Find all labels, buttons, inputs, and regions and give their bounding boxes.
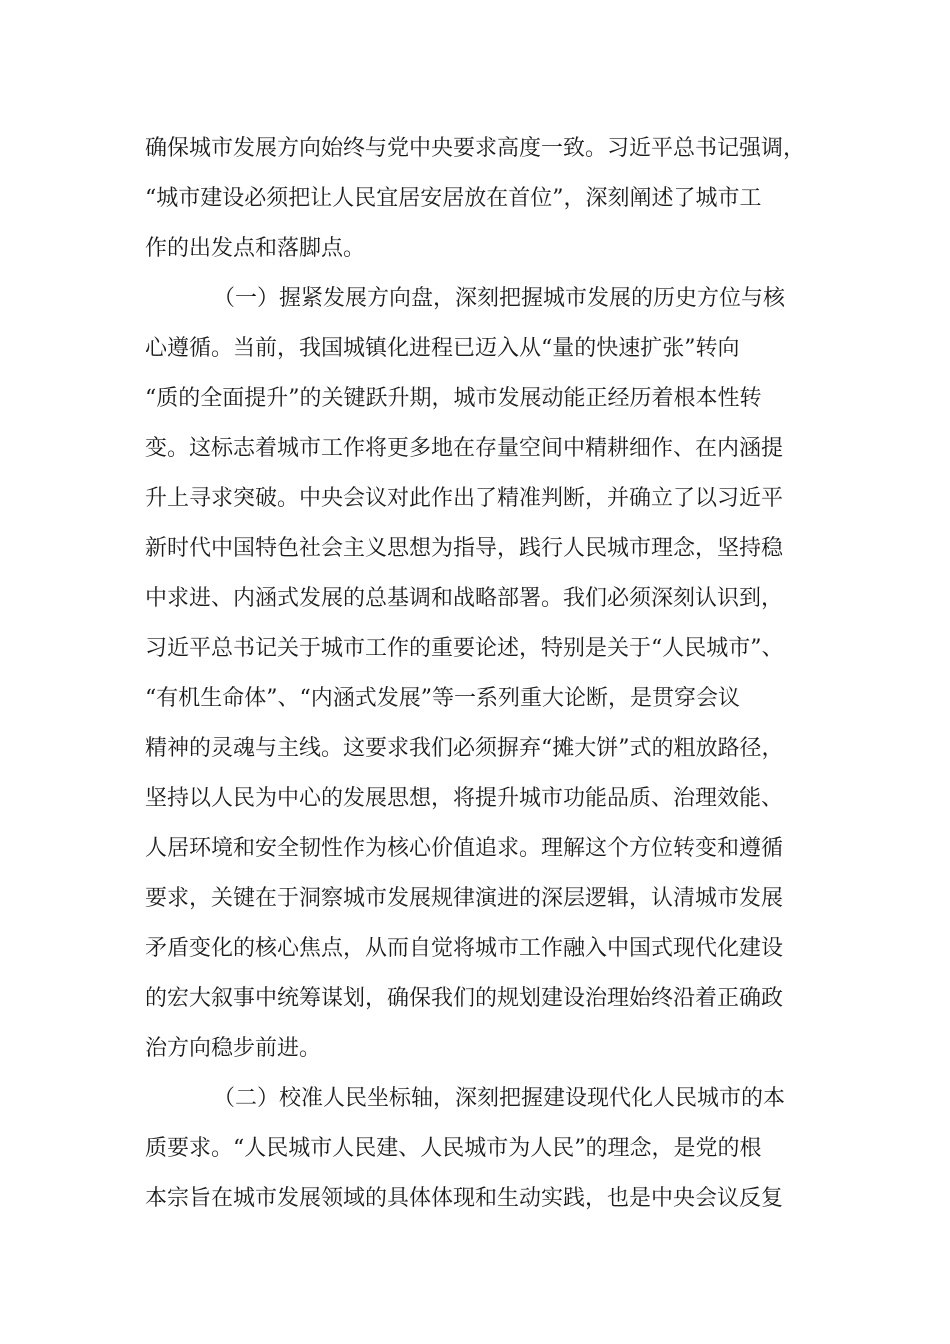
text-line: 的宏大叙事中统筹谋划，确保我们的规划建设治理始终沿着正确政 [145, 986, 784, 1011]
text-line: 作的出发点和落脚点。 [145, 236, 366, 261]
text-line: 质要求。“人民城市人民建、人民城市为人民”的理念，是党的根 [145, 1136, 762, 1161]
text-line: “有机生命体”、“内涵式发展”等一系列重大论断，是贯穿会议 [145, 686, 740, 711]
text-line: 升上寻求突破。中央会议对此作出了精准判断，并确立了以习近平 [145, 486, 784, 511]
section-heading-1: （一）握紧发展方向盘，深刻把握城市发展的历史方位与核 [213, 286, 786, 311]
text-line: 坚持以人民为中心的发展思想，将提升城市功能品质、治理效能、 [145, 786, 784, 811]
text-line: 变。这标志着城市工作将更多地在存量空间中精耕细作、在内涵提 [145, 436, 784, 461]
text-line: 要求，关键在于洞察城市发展规律演进的深层逻辑，认清城市发展 [145, 886, 784, 911]
section-heading-2: （二）校准人民坐标轴，深刻把握建设现代化人民城市的本 [213, 1086, 786, 1111]
text-line: 心遵循。当前，我国城镇化进程已迈入从“量的快速扩张”转向 [145, 336, 740, 361]
text-line: 治方向稳步前进。 [145, 1036, 322, 1061]
body-text [145, 124, 835, 1224]
text-line: 人居环境和安全韧性作为核心价值追求。理解这个方位转变和遵循 [145, 836, 784, 861]
text-line: 精神的灵魂与主线。这要求我们必须摒弃“摊大饼”式的粗放路径， [145, 736, 784, 761]
text-line: 本宗旨在城市发展领域的具体体现和生动实践，也是中央会议反复 [145, 1186, 784, 1211]
text-line: 中求进、内涵式发展的总基调和战略部署。我们必须深刻认识到， [145, 586, 784, 611]
text-line: 习近平总书记关于城市工作的重要论述，特别是关于“人民城市”、 [145, 636, 784, 661]
text-line: 确保城市发展方向始终与党中央要求高度一致。习近平总书记强调， [145, 136, 806, 161]
text-line: “质的全面提升”的关键跃升期，城市发展动能正经历着根本性转 [145, 386, 762, 411]
text-line: 新时代中国特色社会主义思想为指导，践行人民城市理念，坚持稳 [145, 536, 784, 561]
text-line: “城市建设必须把让人民宜居安居放在首位”，深刻阐述了城市工 [145, 186, 762, 211]
text-line: 矛盾变化的核心焦点，从而自觉将城市工作融入中国式现代化建设 [145, 936, 784, 961]
